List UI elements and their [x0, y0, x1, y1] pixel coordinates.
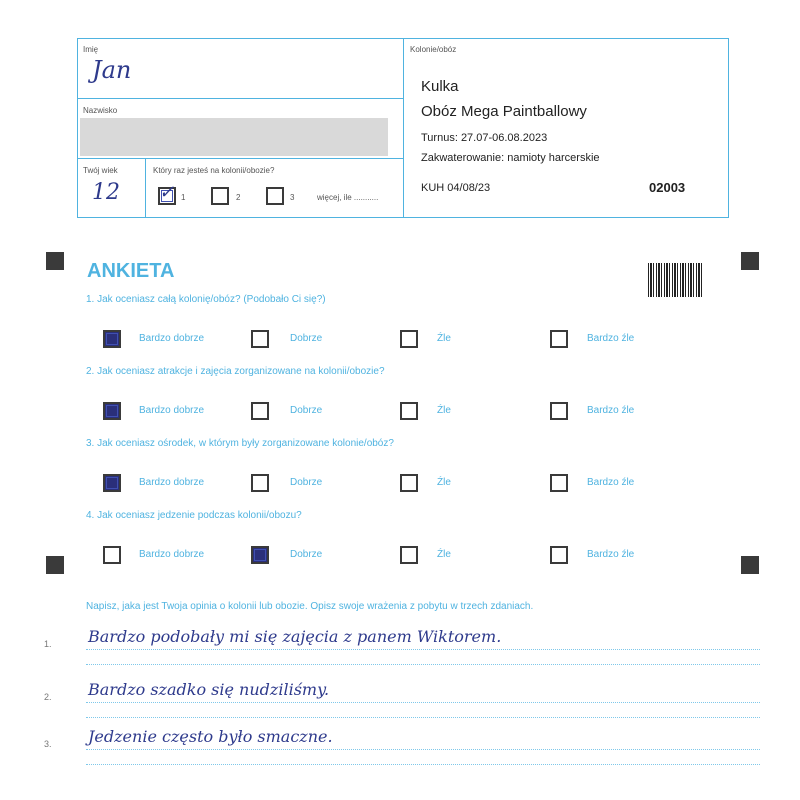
question-4-option-1-checkbox[interactable] [103, 546, 121, 564]
question-2-text: 2. Jak oceniasz atrakcje i zajęcia zorganizowane na kolonii/obozie? [86, 366, 385, 377]
opinion-line-2-rule [86, 702, 760, 703]
header-divider-3 [145, 158, 146, 218]
question-3-option-2-label: Dobrze [290, 477, 323, 488]
camp-name: Kulka [421, 78, 459, 95]
code: KUH 04/08/23 [421, 182, 491, 194]
registration-marker-mid-right [741, 556, 759, 574]
question-4-option-2-checkbox[interactable] [251, 546, 269, 564]
registration-marker-mid-left [46, 556, 64, 574]
question-1-option-4-checkbox[interactable] [550, 330, 568, 348]
header-divider-1 [77, 98, 403, 99]
question-3-option-1-checkbox[interactable] [103, 474, 121, 492]
registration-marker-top-right [741, 252, 759, 270]
question-1-option-2-label: Dobrze [290, 333, 323, 344]
opinion-line-1-rule-2 [86, 664, 760, 665]
question-4-option-1-label: Bardzo dobrze [139, 549, 205, 560]
question-4-option-2-label: Dobrze [290, 549, 323, 560]
imie-label: Imię [83, 45, 99, 54]
question-1-option-2-checkbox[interactable] [251, 330, 269, 348]
question-1-option-3-label: Źle [437, 333, 451, 344]
question-4-option-3-checkbox[interactable] [400, 546, 418, 564]
nazwisko-redacted [80, 118, 388, 156]
question-1-text: 1. Jak oceniasz całą kolonię/obóz? (Podobało Ci się?) [86, 294, 326, 305]
opinion-line-3-text[interactable]: Jedzenie często było smaczne. [88, 727, 333, 746]
wiecej-label: więcej, ile ........... [317, 193, 379, 202]
opinion-line-3-rule-2 [86, 764, 760, 765]
question-3-option-2-checkbox[interactable] [251, 474, 269, 492]
zakwaterowanie: Zakwaterowanie: namioty harcerskie [421, 152, 600, 164]
question-3-option-4-checkbox[interactable] [550, 474, 568, 492]
ktory-raz-checkbox-2[interactable] [211, 187, 229, 205]
opinion-line-1-rule [86, 649, 760, 650]
question-1-option-3-checkbox[interactable] [400, 330, 418, 348]
header-divider-2 [77, 158, 403, 159]
opinion-prompt: Napisz, jaka jest Twoja opinia o kolonii lub obozie. Opisz swoje wrażenia z pobytu w trzech zdaniach. [86, 601, 534, 612]
header-divider-vertical [403, 38, 404, 218]
ktory-raz-check-mark: ✓ [159, 182, 175, 203]
question-1-option-1-label: Bardzo dobrze [139, 333, 205, 344]
ktory-raz-label: Który raz jesteś na kolonii/obozie? [153, 166, 275, 175]
registration-marker-top-left [46, 252, 64, 270]
wiek-value[interactable]: 12 [92, 180, 120, 205]
question-4-option-3-label: Źle [437, 549, 451, 560]
question-3-option-3-label: Źle [437, 477, 451, 488]
opinion-line-3-number: 3. [44, 739, 52, 749]
question-4-option-4-label: Bardzo źle [587, 549, 635, 560]
barcode [648, 263, 704, 297]
question-1-option-4-label: Bardzo źle [587, 333, 635, 344]
question-4-text: 4. Jak oceniasz jedzenie podczas kolonii/obozu? [86, 510, 302, 521]
question-2-option-3-checkbox[interactable] [400, 402, 418, 420]
question-4-option-4-checkbox[interactable] [550, 546, 568, 564]
opinion-line-2-number: 2. [44, 692, 52, 702]
opinion-line-1-number: 1. [44, 639, 52, 649]
question-2-option-2-label: Dobrze [290, 405, 323, 416]
question-2-option-1-label: Bardzo dobrze [139, 405, 205, 416]
opinion-line-2-text[interactable]: Bardzo szadko się nudziliśmy. [88, 680, 330, 699]
question-3-option-1-label: Bardzo dobrze [139, 477, 205, 488]
question-2-option-4-label: Bardzo źle [587, 405, 635, 416]
ktory-raz-checkbox-3[interactable] [266, 187, 284, 205]
ktory-raz-option-3: 3 [290, 193, 295, 202]
question-3-text: 3. Jak oceniasz ośrodek, w którym były zorganizowane kolonie/obóz? [86, 438, 394, 449]
opinion-line-3-rule [86, 749, 760, 750]
ktory-raz-option-2: 2 [236, 193, 241, 202]
survey-title: ANKIETA [87, 260, 175, 282]
imie-value[interactable]: Jan [92, 56, 132, 84]
question-3-option-4-label: Bardzo źle [587, 477, 635, 488]
ktory-raz-option-1: 1 [181, 193, 186, 202]
nazwisko-label: Nazwisko [83, 106, 118, 115]
kolonie-label: Kolonie/obóz [410, 45, 457, 54]
question-2-option-2-checkbox[interactable] [251, 402, 269, 420]
opinion-line-2-rule-2 [86, 717, 760, 718]
question-3-option-3-checkbox[interactable] [400, 474, 418, 492]
question-2-option-4-checkbox[interactable] [550, 402, 568, 420]
question-2-option-1-checkbox[interactable] [103, 402, 121, 420]
wiek-label: Twój wiek [83, 166, 118, 175]
question-1-option-1-checkbox[interactable] [103, 330, 121, 348]
form-number: 02003 [649, 180, 686, 195]
turnus: Turnus: 27.07-06.08.2023 [421, 132, 548, 144]
camp-title: Obóz Mega Paintballowy [421, 103, 587, 120]
opinion-line-1-text[interactable]: Bardzo podobały mi się zajęcia z panem Wiktorem. [88, 627, 502, 646]
question-2-option-3-label: Źle [437, 405, 451, 416]
